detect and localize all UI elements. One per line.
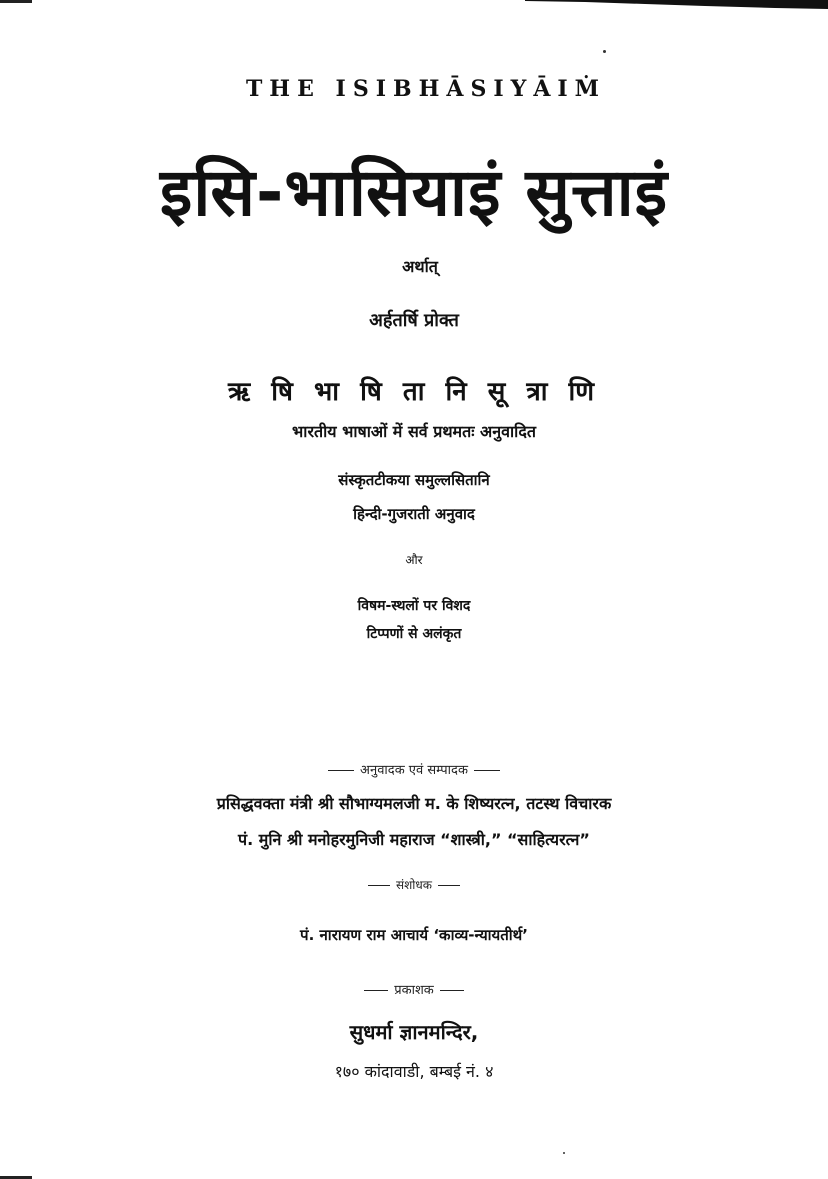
divider-dash: [328, 770, 354, 771]
scan-speck: [603, 50, 606, 53]
reviser-label: [0, 876, 828, 893]
translator-line-1: प्रसिद्धवक्ता मंत्री श्री सौभाग्यमलजी म. के शिष्यरत्न, तटस्थ विचारक: [216, 794, 612, 813]
sanskrit-commentary-note: संस्कृतटीकया समुल्लसितानि: [338, 471, 490, 489]
scan-edge-shadow: [525, 0, 828, 10]
latin-title: THE ISIBHĀSIYĀIṀ: [245, 76, 607, 102]
publisher-name: सुधर्मा ज्ञानमन्दिर,: [349, 1020, 479, 1044]
divider-dash: [368, 885, 390, 886]
publisher-label-text: प्रकाशक: [394, 983, 434, 998]
translator-label-text: अनुवादक एवं सम्पादक: [360, 763, 468, 778]
scan-edge-mark: [0, 0, 32, 3]
annotation-note-line1: विषम-स्थलों पर विशद: [357, 598, 471, 614]
divider-dash: [440, 990, 464, 991]
annotation-note-line2: टिप्पणों से अलंकृत: [366, 626, 462, 642]
arhat-rishi-prokta: अर्हतर्षि प्रोक्त: [369, 310, 459, 331]
main-title: इसि-भासियाइं सुत्ताइं: [159, 154, 669, 231]
divider-dash: [364, 990, 388, 991]
sanskrit-title: ऋ षि भा षि ता नि सू त्रा णि: [227, 377, 601, 407]
translator-line-2: पं. मुनि श्री मनोहरमुनिजी महाराज “शास्त्री,” “साहित्यरत्न”: [238, 830, 590, 849]
scan-speck: [563, 1152, 565, 1154]
translation-languages: हिन्दी-गुजराती अनुवाद: [353, 505, 475, 523]
first-translation-note: भारतीय भाषाओं में सर्व प्रथमतः अनुवादित: [292, 422, 536, 441]
reviser-name: पं. नारायण राम आचार्य ‘काव्य-न्यायतीर्थ’: [300, 926, 528, 944]
publisher-address: १७० कांदावाडी, बम्बई नं. ४: [334, 1062, 494, 1081]
arthat-text: अर्थात्: [402, 257, 438, 276]
divider-dash: [438, 885, 460, 886]
publisher-label: [0, 980, 828, 998]
reviser-label-text: संशोधक: [396, 878, 432, 892]
conjunction-text: और: [405, 553, 423, 567]
divider-dash: [474, 770, 500, 771]
translator-label: [0, 760, 828, 778]
